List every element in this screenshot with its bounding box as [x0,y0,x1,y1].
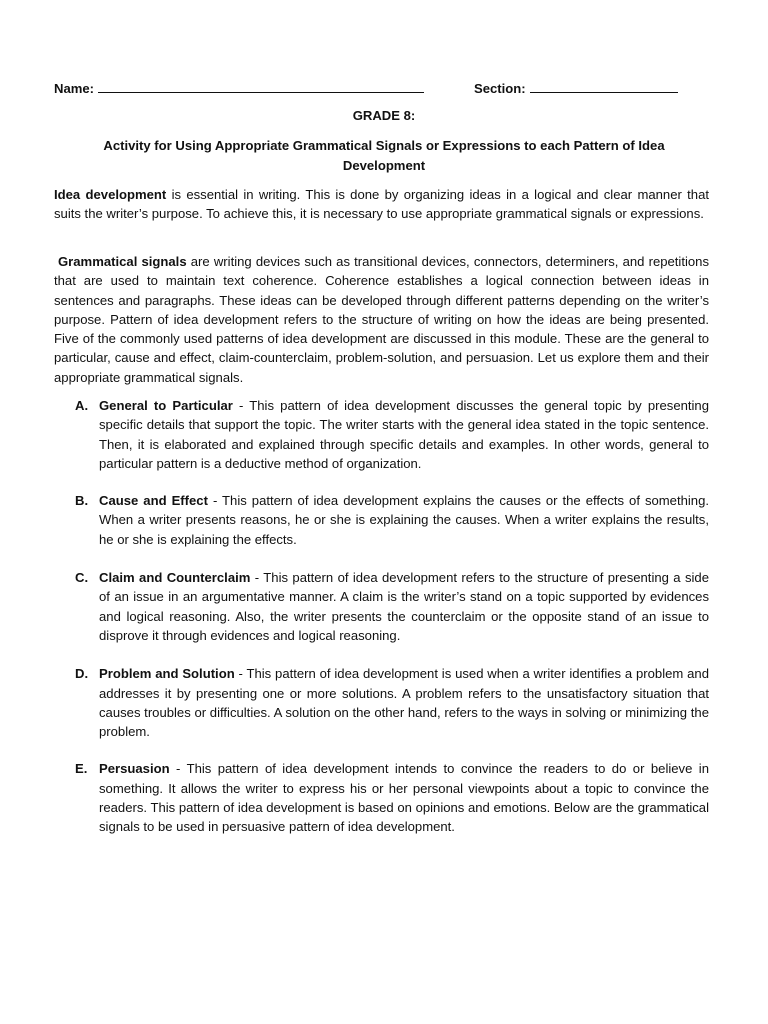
pattern-list [54,396,709,837]
pattern-letter: C. [75,570,89,586]
intro-term: Idea development [54,187,167,202]
pattern-item-persuasion [54,759,709,836]
name-field [54,79,424,98]
pattern-item-claim-and-counterclaim [54,568,709,645]
pattern-item-general-to-particular [54,396,709,473]
pattern-letter: A. [75,398,89,413]
pattern-letter: D. [75,666,89,682]
pattern-text: - This pattern of idea development refers to the structure of presenting a side of an issue in an argumentative manner. A claim is the writer’s stand on a topic supported by evidences and logical reasoning. Also, the writer presents the counterclaim or the opposite stand of an issue to disprove it through evidences and logical reasoning. [99,570,709,643]
pattern-item-cause-and-effect [54,491,709,549]
name-label: Name: [54,81,95,96]
signals-text: are writing devices such as transitional devices, connectors, determiners, and repetitions that are used to maintain text coherence. Coherence establishes a logical connection between ideas in sentences and paragraphs. These ideas can be developed through different patterns depending on the writer’s purpose. Pattern of idea development refers to the structure of writing on how the ideas are being presented. Five of the commonly used patterns of idea development are discussed in this module. These are the general to particular, cause and effect, claim-counterclaim, problem-solution, and persuasion. Let us explore them and their appropriate grammatical signals. [54,254,709,385]
signals-paragraph [54,252,709,387]
section-blank-line [530,80,678,93]
pattern-letter: B. [75,493,89,509]
pattern-term: Cause and Effect [99,493,208,509]
pattern-text: - This pattern of idea development discusses the general topic by presenting specific details that support the topic. The writer starts with the general idea stated in the topic sentence. Then, it is elaborated and explained through specific details and examples. In other words, general to particular pattern is a deductive method of organization. [99,398,709,471]
worksheet-header [54,79,714,99]
pattern-item-problem-and-solution [54,664,709,741]
grade-heading: GRADE 8: [352,108,416,123]
name-blank-line [98,80,424,93]
intro-paragraph [54,185,709,224]
activity-title: Activity for Using Appropriate Grammatical Signals or Expressions to each Pattern of Idea Development [103,138,665,173]
pattern-text: - This pattern of idea development explains the causes or the effects of something. When a writer presents reasons, he or she is explaining the causes. When a writer explains the results, he or she is explaining the effects. [99,493,709,547]
intro-text: is essential in writing. This is done by organizing ideas in a logical and clear manner that suits the writer’s purpose. To achieve this, it is necessary to use appropriate grammatical signals or expressions. [54,187,709,222]
pattern-letter: E. [75,761,88,777]
section-label: Section: [474,81,526,96]
pattern-term: Claim and Counterclaim [99,570,251,586]
signals-term: Grammatical signals [58,254,187,269]
pattern-text: - This pattern of idea development is used when a writer identifies a problem and addresses it by presenting one or more solutions. A problem refers to the unsatisfactory situation that causes troubles or difficulties. A solution on the other hand, refers to the ways in solving or minimizing the problem. [99,666,709,740]
pattern-text: - This pattern of idea development intends to convince the readers to do or believe in something. It allows the writer to express his or her personal viewpoints about a topic to convince the readers. This pattern of idea development is based on opinions and emotions. Below are the grammatical signals to be used in persuasive pattern of idea development. [99,761,709,835]
pattern-term: Problem and Solution [99,666,235,682]
pattern-term: General to Particular [99,398,233,413]
section-field [474,79,678,98]
pattern-term: Persuasion [99,761,170,777]
